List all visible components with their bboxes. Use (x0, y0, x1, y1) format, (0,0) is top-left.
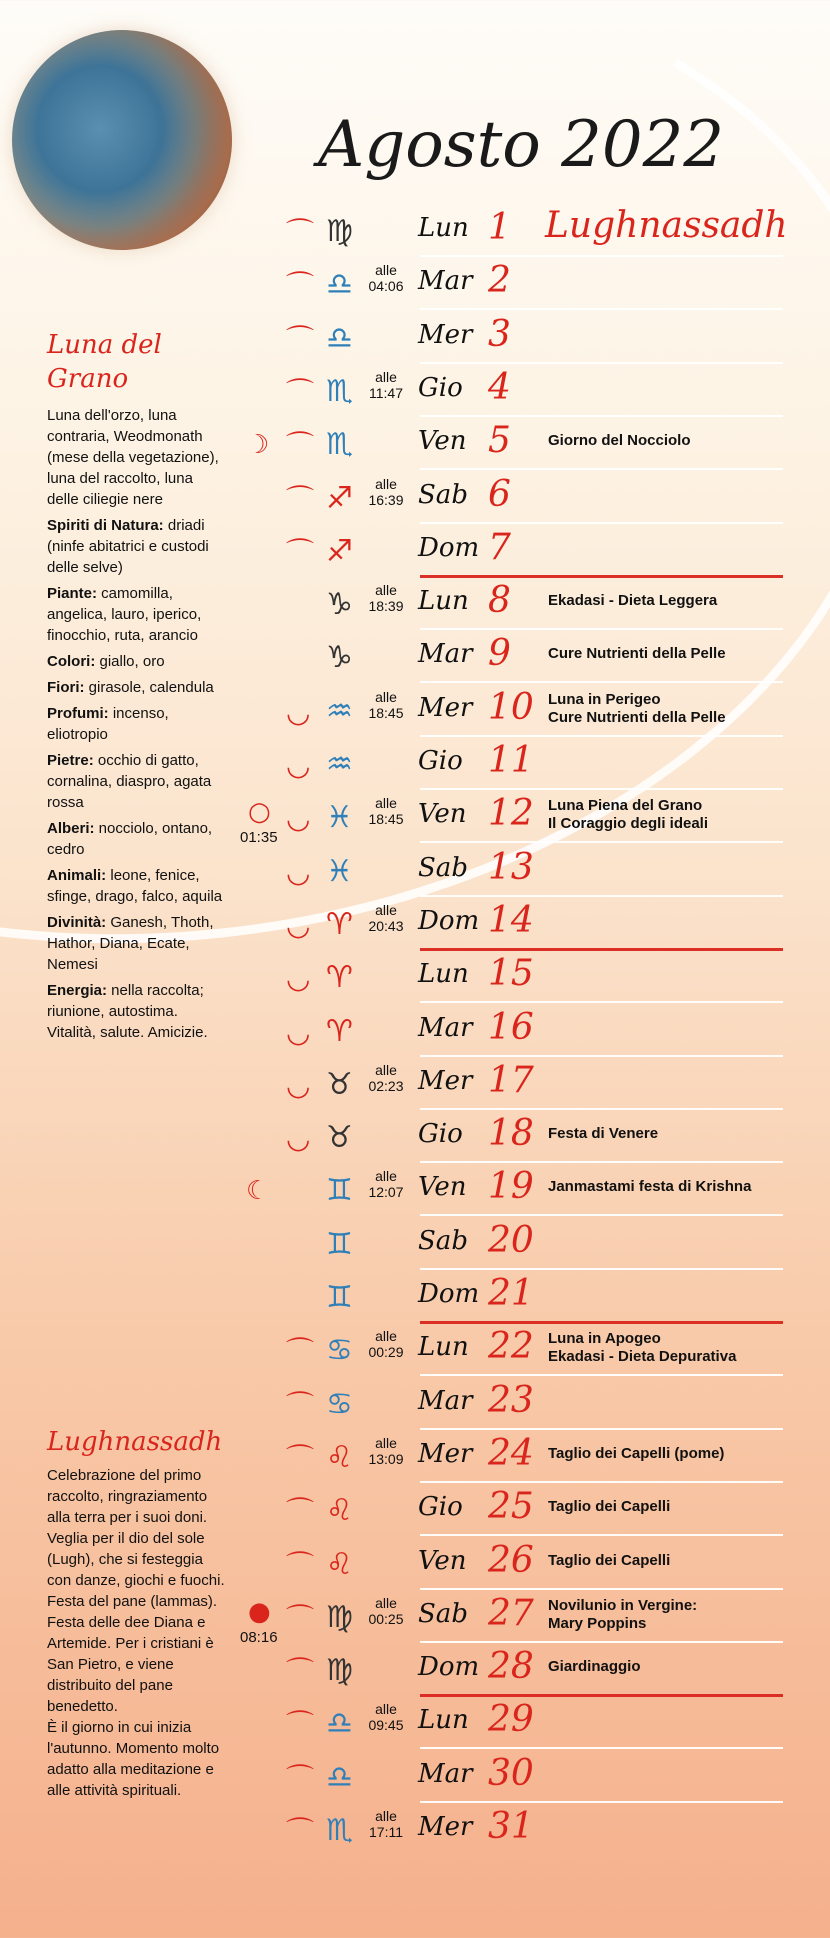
full-moon-icon: ○ (248, 797, 271, 828)
waning-phase-icon: ◡ (286, 962, 311, 996)
leo-icon: ♌ (326, 1546, 353, 1582)
event-line: Luna in Perigeo (548, 690, 661, 708)
event-line: Taglio dei Capelli (548, 1551, 671, 1569)
moon-item-text: incenso, eliotropio (47, 705, 169, 743)
day-number: 23 (488, 1379, 534, 1421)
day-number: 6 (488, 473, 511, 515)
waxing-phase-icon: ⌒ (286, 482, 315, 516)
alle-time: 02:23 (368, 1077, 404, 1094)
row-separator (420, 1161, 783, 1163)
sign-change-time (366, 1701, 406, 1733)
waxing-phase-icon: ⌒ (286, 1815, 315, 1848)
libra-icon: ♎ (326, 320, 353, 356)
lugh-section-text: Celebrazione del primo raccolto, ringraziamento alla terra per i suoi doni. Veglia per il dio del sole (Lugh), che si festeggia con danze, giochi e fuochi. Festa del pane (lammas). Festa delle dee Diana e Artemide. Per i cristiani è San Pietro, e viene distribuito del pane benedetto. È il giorno in cui inizia l'autunno. Momento molto adatto alla meditazione e alle attività spirituali. (47, 1467, 225, 1799)
day-of-week: Lun (418, 586, 469, 617)
virgo-icon: ♍ (326, 214, 353, 249)
alle-label: alle (375, 1061, 397, 1078)
day-number: 19 (488, 1166, 534, 1208)
moon-section-heading (47, 328, 162, 396)
alle-label: alle (375, 1701, 397, 1718)
day-number: 25 (488, 1486, 534, 1528)
moon-item-label: Animali: (47, 867, 107, 884)
day-number: 21 (488, 1273, 534, 1314)
row-separator (420, 522, 783, 524)
row-separator (420, 628, 783, 630)
event-line: Cure Nutrienti della Pelle (548, 708, 726, 726)
aries-icon: ♈ (326, 906, 353, 942)
day-event (548, 1178, 751, 1196)
day-of-week: Lun (418, 213, 469, 243)
week-separator (420, 948, 783, 951)
moon-item-text: nella raccolta; riunione, autostima. Vitalità, salute. Amicizie. (47, 982, 208, 1041)
day-number: 20 (488, 1219, 534, 1261)
row-separator (420, 1374, 783, 1376)
day-number: 28 (488, 1646, 534, 1688)
day-number: 29 (488, 1699, 534, 1741)
row-separator (420, 1214, 783, 1216)
moon-item (47, 750, 227, 813)
virgo-icon: ♍ (326, 1599, 353, 1635)
day-number: 13 (488, 846, 534, 888)
moon-item-label: Pietre: (47, 752, 94, 769)
sign-change-time (366, 1328, 406, 1360)
day-number: 15 (488, 953, 534, 995)
day-number: 17 (488, 1059, 534, 1101)
moon-item-text: nocciolo, ontano, cedro (47, 820, 213, 858)
day-of-week: Mar (418, 1012, 473, 1043)
day-of-week: Sab (418, 1598, 468, 1629)
day-of-week: Lun (418, 1332, 469, 1363)
day-event (548, 1498, 670, 1516)
sign-change-time (366, 1595, 406, 1627)
sign-change-time (366, 262, 406, 294)
row-separator (420, 1268, 783, 1270)
waning-phase-icon: ◡ (286, 1122, 311, 1156)
alle-time: 13:09 (368, 1450, 404, 1467)
alle-label: alle (375, 1168, 397, 1185)
event-line: Il Coraggio degli ideali (548, 815, 709, 833)
waxing-phase-icon: ⌒ (286, 269, 315, 303)
day-of-week: Mar (418, 1385, 473, 1416)
row-separator (420, 1108, 783, 1110)
moon-item-label: Alberi: (47, 820, 95, 837)
day-number: 30 (488, 1752, 534, 1794)
moon-item-label: Profumi: (47, 705, 109, 722)
day-of-week: Dom (418, 905, 480, 936)
event-line: Novilunio in Vergine: (548, 1596, 698, 1614)
moon-item (47, 651, 227, 672)
aries-icon: ♈ (326, 1013, 353, 1049)
aquarius-icon: ♒ (326, 747, 353, 782)
alle-label: alle (375, 795, 397, 812)
gemini-icon: ♊ (326, 1173, 353, 1209)
sign-change-time (366, 369, 406, 401)
sign-change-time (366, 795, 406, 827)
alle-time: 18:45 (368, 704, 404, 721)
pisces-icon: ♓ (326, 800, 353, 836)
virgo-icon: ♍ (326, 1653, 353, 1689)
waxing-phase-icon: ⌒ (286, 1708, 315, 1742)
capricorn-icon: ♑ (326, 640, 353, 676)
moon-item-label: Divinità: (47, 914, 107, 931)
sign-change-time (366, 689, 406, 721)
day-of-week: Ven (418, 799, 467, 830)
waning-moon-icon: ☾ (246, 1176, 270, 1207)
row-separator (420, 681, 783, 683)
row-separator (420, 415, 783, 417)
day-of-week: Ven (418, 1545, 467, 1576)
event-line: Janmastami festa di Krishna (548, 1178, 752, 1196)
day-event (548, 432, 691, 450)
waxing-phase-icon: ⌒ (286, 1655, 315, 1689)
festival-title: Lughnassadh (545, 205, 788, 246)
waxing-phase-icon: ⌒ (286, 1495, 315, 1529)
alle-label: alle (375, 475, 397, 492)
waning-phase-icon: ◡ (286, 695, 311, 729)
moon-item-text: camomilla, angelica, lauro, iperico, finocchio, ruta, arancio (47, 585, 202, 644)
day-of-week: Mer (418, 692, 473, 723)
waxing-phase-icon: ⌒ (286, 375, 315, 409)
day-of-week: Ven (418, 426, 467, 457)
day-event (548, 1445, 724, 1463)
moon-heading-line2: Grano (47, 364, 129, 394)
sign-change-time (366, 1808, 406, 1840)
alle-time: 12:07 (368, 1184, 404, 1201)
day-of-week: Lun (418, 959, 469, 990)
week-separator (420, 1321, 783, 1324)
leo-icon: ♌ (326, 1439, 353, 1475)
day-number: 22 (488, 1326, 534, 1368)
leo-icon: ♌ (326, 1493, 353, 1529)
day-event (548, 1552, 670, 1570)
row-separator (420, 1641, 783, 1643)
day-event (548, 1597, 697, 1633)
moon-heading-line1: Luna del (47, 330, 162, 360)
cancer-icon: ♋ (326, 1386, 353, 1422)
scorpio-icon: ♏ (326, 1813, 353, 1848)
moon-item-label: Spiriti di Natura: (47, 517, 164, 534)
waning-phase-icon: ◡ (286, 749, 311, 782)
waxing-phase-icon: ⌒ (286, 1335, 315, 1369)
waning-phase-icon: ◡ (286, 908, 311, 942)
day-event (548, 691, 726, 727)
day-of-week: Gio (418, 1119, 463, 1150)
gemini-icon: ♊ (326, 1226, 353, 1262)
moon-item-text: occhio di gatto, cornalina, diaspro, agata rossa (47, 752, 212, 811)
taurus-icon: ♉ (326, 1066, 353, 1102)
sign-change-time (366, 582, 406, 614)
row-separator (420, 362, 783, 364)
week-separator (420, 575, 783, 578)
alle-label: alle (375, 901, 397, 918)
moon-item (47, 677, 227, 698)
waxing-phase-icon: ⌒ (286, 535, 315, 569)
day-number: 9 (488, 633, 511, 675)
day-number: 18 (488, 1113, 534, 1155)
moon-item-label: Colori: (47, 653, 96, 670)
day-of-week: Gio (418, 746, 463, 776)
day-number: 31 (488, 1806, 534, 1847)
moon-item-label: Energia: (47, 982, 108, 999)
moon-item (47, 515, 227, 578)
day-of-week: Mer (418, 1438, 473, 1469)
moon-intro: Luna dell'orzo, luna contraria, Weodmonath (mese della vegetazione), luna del raccolto, luna delle ciliegie nere (47, 407, 219, 508)
aries-icon: ♈ (326, 960, 353, 996)
sagittarius-icon: ♐ (326, 480, 353, 516)
event-line: Ekadasi - Dieta Leggera (548, 592, 718, 610)
moon-item-label: Fiori: (47, 679, 85, 696)
moon-item (47, 865, 227, 907)
day-of-week: Dom (418, 532, 480, 563)
alle-label: alle (375, 582, 397, 599)
moon-image (12, 30, 232, 250)
sign-change-time (366, 1168, 406, 1200)
moon-phase-time: 08:16 (240, 1628, 278, 1646)
row-separator (420, 841, 783, 843)
alle-time: 20:43 (368, 917, 404, 934)
day-number: 12 (488, 793, 534, 835)
waxing-phase-icon: ⌒ (286, 1761, 315, 1795)
day-of-week: Mer (418, 1065, 473, 1096)
day-number: 2 (488, 260, 511, 302)
moon-phase-time: 01:35 (240, 829, 278, 847)
row-separator (420, 1428, 783, 1430)
alle-time: 04:06 (368, 278, 404, 295)
row-separator (420, 1055, 783, 1057)
alle-time: 17:11 (369, 1824, 403, 1840)
row-separator (420, 1801, 783, 1803)
row-separator (420, 1588, 783, 1590)
sign-change-time (366, 476, 406, 508)
day-event (548, 1330, 736, 1366)
event-line: Taglio dei Capelli (pome) (548, 1444, 725, 1462)
waning-phase-icon: ◡ (286, 1068, 311, 1102)
day-event (548, 1125, 658, 1143)
pisces-icon: ♓ (326, 853, 353, 889)
day-of-week: Mer (418, 319, 473, 350)
waning-phase-icon: ◡ (286, 802, 311, 836)
row-separator (420, 1747, 783, 1749)
day-of-week: Gio (418, 372, 463, 403)
event-line: Giardinaggio (548, 1658, 641, 1676)
alle-time: 18:45 (368, 811, 404, 828)
event-line: Ekadasi - Dieta Depurativa (548, 1348, 737, 1366)
event-line: Luna Piena del Grano (548, 797, 703, 815)
gemini-icon: ♊ (326, 1280, 353, 1315)
event-line: Taglio dei Capelli (548, 1498, 671, 1516)
moon-item-text: Ganesh, Thoth, Hathor, Diana, Ecate, Nemesi (47, 914, 214, 973)
waning-phase-icon: ◡ (286, 1015, 311, 1049)
waxing-phase-icon: ⌒ (286, 1601, 315, 1635)
waxing-phase-icon: ⌒ (286, 322, 315, 356)
moon-section-text (47, 405, 227, 1048)
row-separator (420, 895, 783, 897)
day-of-week: Sab (418, 852, 468, 883)
day-number: 4 (488, 366, 511, 408)
lugh-section-heading: Lughnassadh (47, 1427, 223, 1457)
moon-item-text: driadi (ninfe abitatrici e custodi delle selve) (47, 517, 209, 576)
alle-time: 00:25 (368, 1610, 404, 1627)
day-of-week: Dom (418, 1279, 480, 1309)
waxing-phase-icon: ⌒ (286, 216, 315, 249)
waning-phase-icon: ◡ (286, 855, 311, 889)
event-line: Mary Poppins (548, 1614, 647, 1632)
event-line: Giorno del Nocciolo (548, 432, 691, 450)
moon-item (47, 703, 227, 745)
taurus-icon: ♉ (326, 1120, 353, 1156)
day-of-week: Sab (418, 479, 468, 510)
event-line: Cure Nutrienti della Pelle (548, 645, 726, 663)
scorpio-icon: ♏ (326, 427, 353, 463)
day-of-week: Mar (418, 639, 473, 670)
scorpio-icon: ♏ (326, 373, 353, 409)
cancer-icon: ♋ (326, 1333, 353, 1369)
alle-time: 16:39 (368, 491, 404, 508)
day-number: 7 (488, 526, 511, 568)
day-number: 11 (488, 740, 534, 781)
page-title: Agosto 2022 (318, 108, 725, 182)
moon-item (47, 818, 227, 860)
day-of-week: Gio (418, 1492, 463, 1523)
day-number: 1 (488, 207, 511, 248)
event-line: Festa di Venere (548, 1125, 659, 1143)
alle-time: 00:29 (368, 1344, 404, 1361)
day-of-week: Mar (418, 1758, 473, 1789)
row-separator (420, 1481, 783, 1483)
sign-change-time (366, 1435, 406, 1467)
crescent-moon-icon: ☽ (246, 430, 270, 461)
day-of-week: Mar (418, 266, 473, 297)
moon-item-text: giallo, oro (95, 653, 165, 670)
aquarius-icon: ♒ (326, 693, 353, 729)
day-of-week: Mer (418, 1812, 473, 1842)
waxing-phase-icon: ⌒ (286, 1388, 315, 1422)
day-event (548, 797, 708, 833)
row-separator (420, 735, 783, 737)
alle-label: alle (375, 688, 397, 705)
day-number: 5 (488, 420, 511, 462)
day-number: 16 (488, 1006, 534, 1048)
moon-item-text: leone, fenice, sfinge, drago, falco, aquila (47, 867, 223, 905)
row-separator (420, 308, 783, 310)
alle-label: alle (375, 1434, 397, 1451)
sign-change-time (366, 1062, 406, 1094)
libra-icon: ♎ (326, 1706, 353, 1742)
waxing-phase-icon: ⌒ (286, 429, 315, 463)
day-number: 8 (488, 580, 511, 622)
day-of-week: Dom (418, 1652, 480, 1683)
day-number: 24 (488, 1432, 534, 1474)
day-number: 26 (488, 1539, 534, 1581)
alle-label: alle (375, 1808, 397, 1824)
capricorn-icon: ♑ (326, 587, 353, 623)
day-number: 10 (488, 686, 534, 728)
alle-label: alle (375, 368, 397, 385)
day-of-week: Lun (418, 1705, 469, 1736)
day-event (548, 592, 717, 610)
day-number: 14 (488, 899, 534, 941)
day-of-week: Ven (418, 1172, 467, 1203)
day-event (548, 645, 726, 663)
alle-label: alle (375, 1328, 397, 1345)
libra-icon: ♎ (326, 267, 353, 303)
day-number: 27 (488, 1592, 534, 1634)
moon-item (47, 583, 227, 646)
week-separator (420, 1694, 783, 1697)
row-separator (420, 1001, 783, 1003)
sagittarius-icon: ♐ (326, 533, 353, 569)
day-event (548, 1658, 641, 1676)
waxing-phase-icon: ⌒ (286, 1441, 315, 1475)
alle-label: alle (375, 262, 397, 279)
row-separator (420, 255, 783, 257)
sign-change-time (366, 902, 406, 934)
new-moon-icon: ● (248, 1596, 271, 1627)
day-number: 3 (488, 313, 511, 355)
alle-label: alle (375, 1594, 397, 1611)
day-of-week: Sab (418, 1225, 468, 1256)
alle-time: 09:45 (368, 1717, 404, 1734)
row-separator (420, 788, 783, 790)
event-line: Luna in Apogeo (548, 1330, 661, 1348)
libra-icon: ♎ (326, 1759, 353, 1795)
moon-item-label: Piante: (47, 585, 98, 602)
moon-item (47, 912, 227, 975)
alle-time: 18:39 (368, 598, 404, 615)
waxing-phase-icon: ⌒ (286, 1548, 315, 1582)
row-separator (420, 468, 783, 470)
row-separator (420, 1534, 783, 1536)
moon-item (47, 980, 227, 1043)
moon-item-text: girasole, calendula (84, 679, 214, 696)
alle-time: 11:47 (369, 384, 403, 401)
